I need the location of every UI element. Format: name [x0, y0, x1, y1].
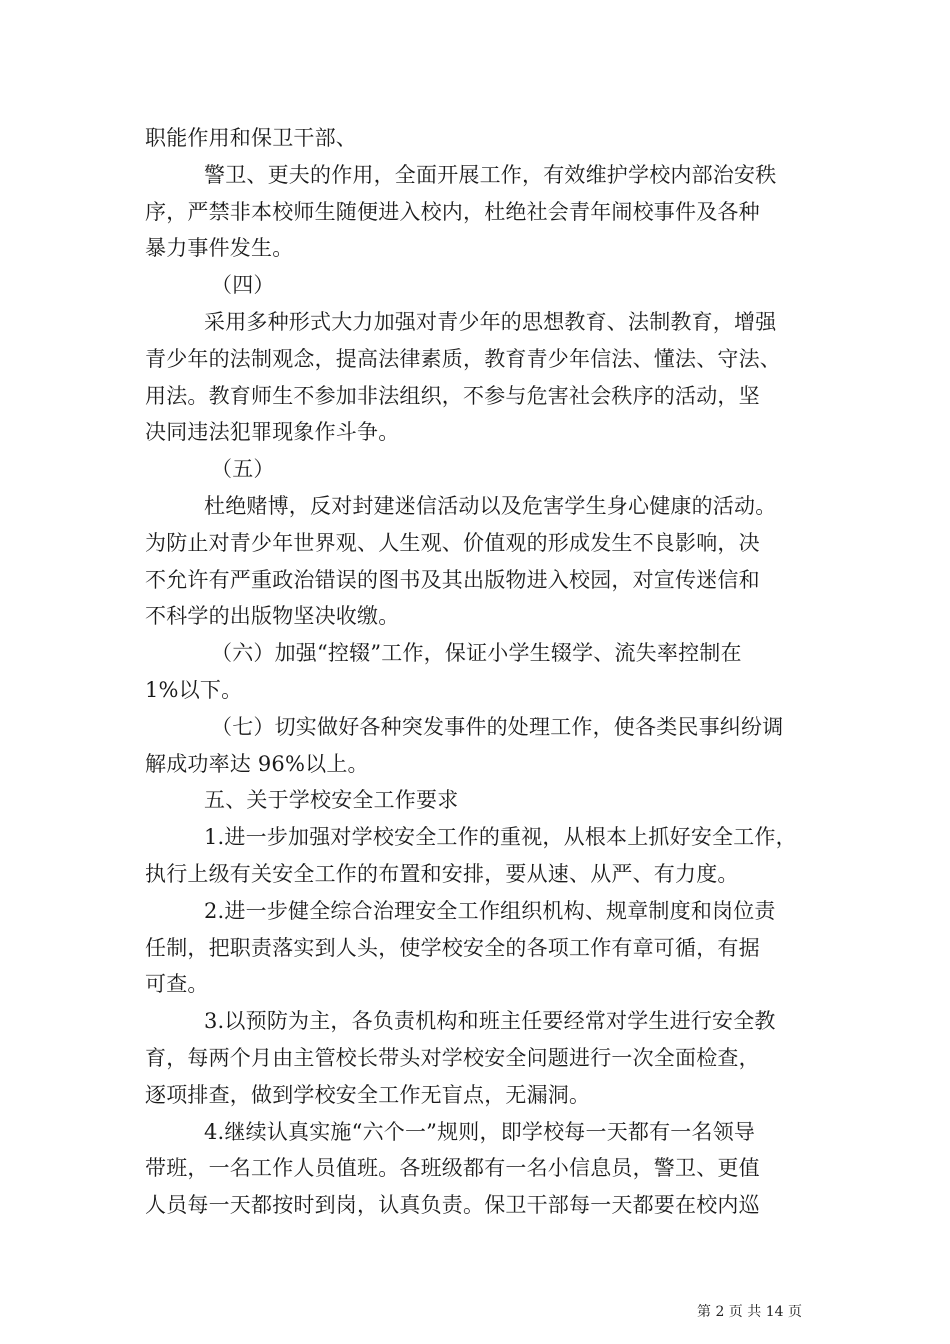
text-line: 4.继续认真实施“六个一”规则，即学校每一天都有一名领导 — [204, 1119, 756, 1144]
section-heading: 五、关于学校安全工作要求 — [204, 788, 459, 813]
text-line: 人员每一天都按时到岗，认真负责。保卫干部每一天都要在校内巡 — [145, 1193, 760, 1218]
text-line: 为防止对青少年世界观、人生观、价值观的形成发生不良影响，决 — [145, 530, 760, 555]
page-number: 第 2 页 共 14 页 — [697, 1304, 802, 1320]
text-line: 带班，一名工作人员值班。各班级都有一名小信息员，警卫、更值 — [145, 1156, 760, 1181]
section-heading: （四） — [211, 273, 275, 298]
text-line: 不科学的出版物坚决收缴。 — [145, 604, 400, 629]
text-line: 3.以预防为主，各负责机构和班主任要经常对学生进行安全教 — [204, 1009, 776, 1034]
text-line: 职能作用和保卫干部、 — [145, 126, 357, 150]
text-line: 育，每两个月由主管校长带头对学校安全问题进行一次全面检查， — [145, 1045, 760, 1070]
text-line: （六）加强“控辍”工作，保证小学生辍学、流失率控制在 — [211, 641, 742, 666]
section-heading: （五） — [211, 457, 275, 482]
text-line: （七）切实做好各种突发事件的处理工作，使各类民事纠纷调 — [211, 714, 784, 739]
text-line: 用法。教育师生不参加非法组织，不参与危害社会秩序的活动，坚 — [145, 383, 760, 408]
text-line: 逐项排查，做到学校安全工作无盲点，无漏洞。 — [145, 1082, 591, 1107]
text-line: 暴力事件发生。 — [145, 236, 294, 261]
text-line: 决同违法犯罪现象作斗争。 — [145, 420, 400, 445]
text-line: 不允许有严重政治错误的图书及其出版物进入校园，对宣传迷信和 — [145, 567, 760, 592]
text-line: 1.进一步加强对学校安全工作的重视，从根本上抓好安全工作， — [204, 825, 797, 850]
text-line: 序，严禁非本校师生随便进入校内，杜绝社会青年闹校事件及各种 — [145, 199, 760, 224]
text-line: 执行上级有关安全工作的布置和安排，要从速、从严、有力度。 — [145, 861, 739, 886]
text-line: 1%以下。 — [145, 677, 243, 702]
text-line: 可查。 — [145, 972, 209, 997]
text-line: 任制，把职责落实到人头，使学校安全的各项工作有章可循，有据 — [145, 935, 760, 960]
text-line: 2.进一步健全综合治理安全工作组织机构、规章制度和岗位责 — [204, 898, 776, 923]
body-text — [145, 120, 813, 1224]
text-line: 青少年的法制观念，提高法律素质，教育青少年信法、懂法、守法、 — [145, 346, 781, 371]
text-line: 采用多种形式大力加强对青少年的思想教育、法制教育，增强 — [204, 309, 777, 334]
text-line: 杜绝赌博，反对封建迷信活动以及危害学生身心健康的活动。 — [204, 493, 777, 518]
text-line: 警卫、更夫的作用，全面开展工作，有效维护学校内部治安秩 — [204, 162, 777, 187]
text-line: 解成功率达 96%以上。 — [145, 751, 369, 776]
